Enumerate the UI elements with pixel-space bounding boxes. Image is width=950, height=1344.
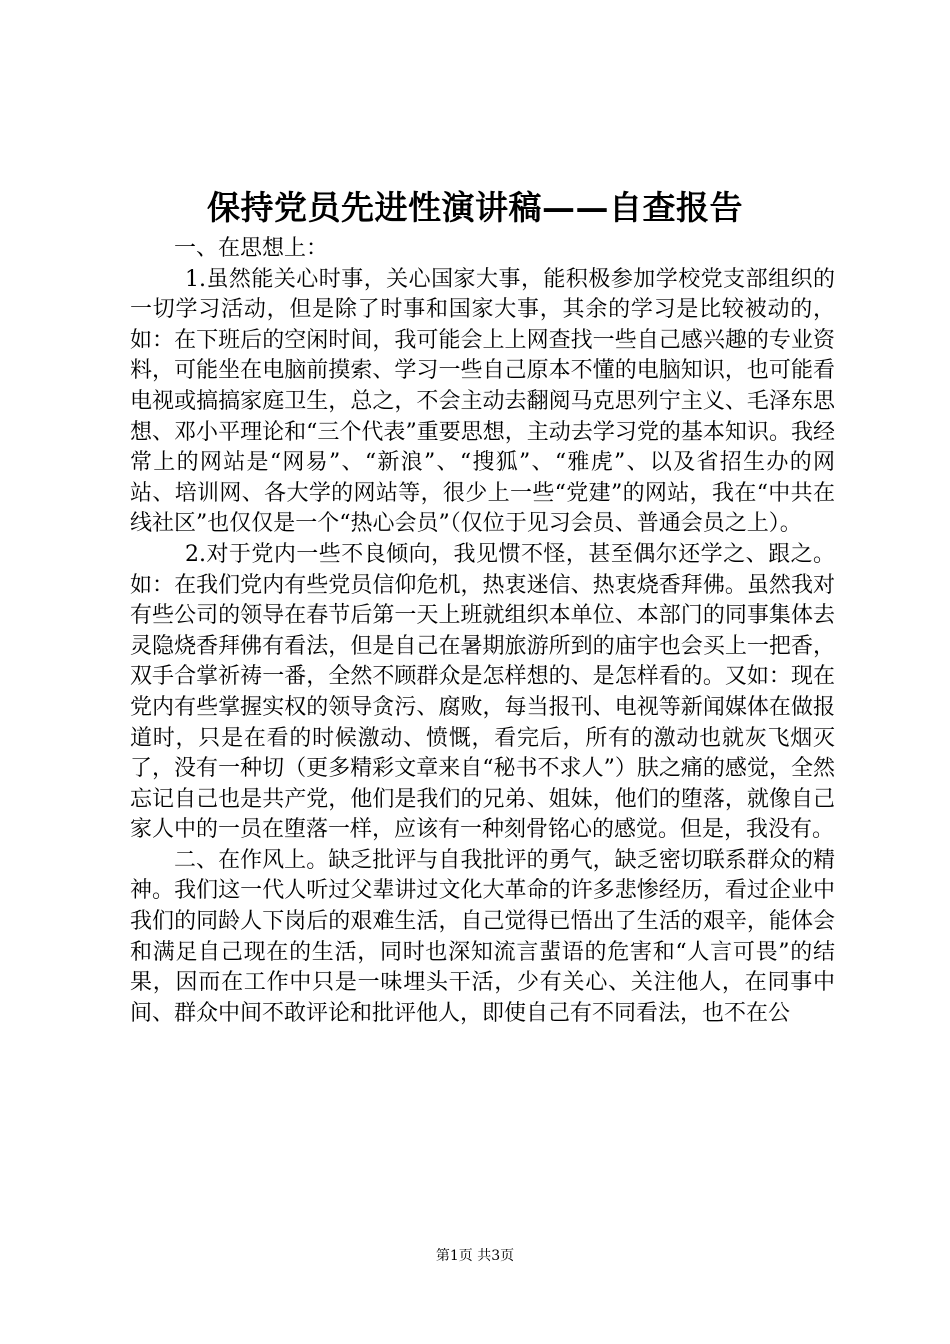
- paragraph-item-2: 2.对于党内一些不良倾向，我见惯不怪，甚至偶尔还学之、跟之。如：在我们党内有些党员信仰危机，热衷迷信、热衷烧香拜佛。虽然我对有些公司的领导在春节后第一天上班就组织本单位、本部门的同事集体去灵隐烧香拜佛有看法，但是自己在暑期旅游所到的庙宇也会买上一把香，双手合掌祈祷一番，全然不顾群众是怎样想的、是怎样看的。又如：现在党内有些掌握实权的领导贪污、腐败，每当报刊、电视等新闻媒体在做报道时，只是在看的时候激动、愤慨，看完后，所有的激动也就灰飞烟灭了，没有一种切（更多精彩文章来自“秘书不求人”）肤之痛的感觉，全然忘记自己也是共产党，他们是我们的兄弟、姐妹，他们的堕落，就像自己家人中的一员在堕落一样，应该有一种刻骨铭心的感觉。但是，我没有。: [130, 541, 835, 843]
- page-footer: 第1页 共3页: [435, 1248, 515, 1264]
- section-heading-thought: 一、在思想上：: [174, 236, 329, 261]
- paragraph-item-1: 1.虽然能关心时事，关心国家大事，能积极参加学校党支部组织的一切学习活动，但是除了时事和国家大事，其余的学习是比较被动的，如：在下班后的空闲时间，我可能会上上网查找一些自己感兴趣的专业资料，可能坐在电脑前摸索、学习一些自己原本不懂的电脑知识，也可能看电视或搞搞家庭卫生，总之，不会主动去翻阅马克思列宁主义、毛泽东思想、邓小平理论和“三个代表”重要思想，主动去学习党的基本知识。我经常上的网站是“网易”、“新浪”、“搜狐”、“雅虎”、以及省招生办的网站、培训网、各大学的网站等，很少上一些“党建”的网站，我在“中共在线社区”也仅仅是一个“热心会员”（仅位于见习会员、普通会员之上）。: [130, 266, 835, 537]
- paragraph-section-style: 二、在作风上。缺乏批评与自我批评的勇气，缺乏密切联系群众的精神。我们这一代人听过父辈讲过文化大革命的许多悲惨经历，看过企业中我们的同龄人下岗后的艰难生活，自己觉得已悟出了生活的艰辛，能体会和满足自己现在的生活，同时也深知流言蜚语的危害和“人言可畏”的结果，因而在工作中只是一味埋头干活，少有关心、关注他人，在同事中间、群众中间不敢评论和批评他人，即使自己有不同看法，也不在公: [130, 847, 835, 1026]
- document-title: 保持党员先进性演讲稿——自查报告: [207, 188, 743, 227]
- document-body: [130, 234, 835, 1029]
